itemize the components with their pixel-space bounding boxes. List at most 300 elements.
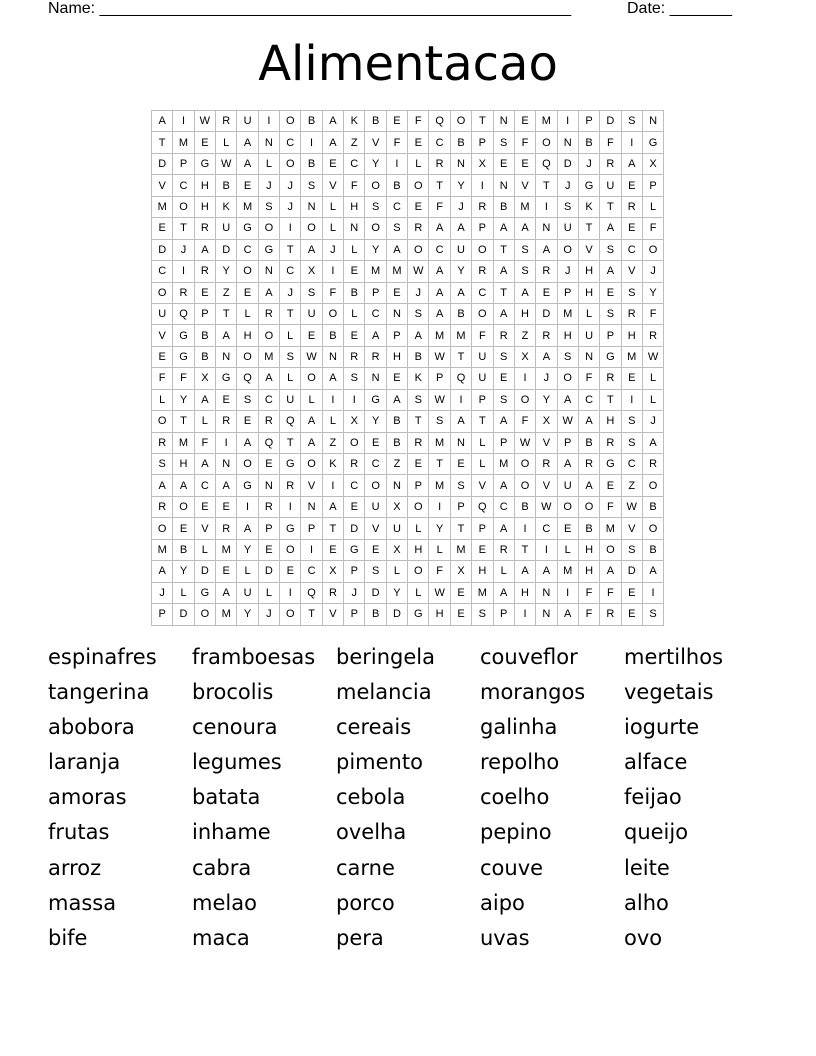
grid-cell[interactable]: S <box>515 261 536 282</box>
grid-cell[interactable]: O <box>451 111 472 132</box>
grid-cell[interactable]: H <box>579 540 600 561</box>
grid-cell[interactable]: I <box>558 111 579 132</box>
grid-cell[interactable]: G <box>216 368 237 389</box>
grid-cell[interactable]: V <box>323 175 344 196</box>
grid-cell[interactable]: T <box>429 454 450 475</box>
grid-cell[interactable]: A <box>152 111 173 132</box>
grid-cell[interactable]: C <box>622 240 643 261</box>
name-field[interactable]: Name: _____________________________________________________ <box>48 0 572 17</box>
grid-cell[interactable]: O <box>408 175 429 196</box>
grid-cell[interactable]: R <box>643 454 664 475</box>
grid-cell[interactable]: O <box>643 475 664 496</box>
grid-cell[interactable]: W <box>536 497 557 518</box>
grid-cell[interactable]: P <box>472 132 493 153</box>
grid-cell[interactable]: N <box>579 347 600 368</box>
grid-cell[interactable]: P <box>365 283 386 304</box>
grid-cell[interactable]: K <box>323 454 344 475</box>
grid-cell[interactable]: N <box>536 583 557 604</box>
grid-cell[interactable]: J <box>643 411 664 432</box>
grid-cell[interactable]: U <box>365 497 386 518</box>
grid-cell[interactable]: U <box>237 111 258 132</box>
grid-cell[interactable]: M <box>515 197 536 218</box>
grid-cell[interactable]: D <box>600 111 621 132</box>
grid-cell[interactable]: R <box>216 111 237 132</box>
grid-cell[interactable]: B <box>643 497 664 518</box>
grid-cell[interactable]: S <box>494 132 515 153</box>
grid-cell[interactable]: L <box>237 561 258 582</box>
grid-cell[interactable]: Z <box>344 132 365 153</box>
grid-cell[interactable]: R <box>472 261 493 282</box>
grid-cell[interactable]: R <box>323 583 344 604</box>
grid-cell[interactable]: U <box>152 304 173 325</box>
grid-cell[interactable]: T <box>600 390 621 411</box>
grid-cell[interactable]: O <box>408 497 429 518</box>
grid-cell[interactable]: C <box>237 240 258 261</box>
grid-cell[interactable]: C <box>429 240 450 261</box>
grid-cell[interactable]: O <box>472 240 493 261</box>
grid-cell[interactable]: M <box>558 561 579 582</box>
grid-cell[interactable]: A <box>365 325 386 346</box>
grid-cell[interactable]: U <box>600 175 621 196</box>
grid-cell[interactable]: Y <box>216 261 237 282</box>
grid-cell[interactable]: L <box>173 583 194 604</box>
grid-cell[interactable]: E <box>451 454 472 475</box>
grid-cell[interactable]: O <box>259 325 280 346</box>
grid-cell[interactable]: W <box>429 390 450 411</box>
grid-cell[interactable]: B <box>173 540 194 561</box>
grid-cell[interactable]: U <box>387 518 408 539</box>
grid-cell[interactable]: H <box>344 197 365 218</box>
grid-cell[interactable]: E <box>536 283 557 304</box>
grid-cell[interactable]: A <box>579 411 600 432</box>
grid-cell[interactable]: I <box>301 540 322 561</box>
grid-cell[interactable]: E <box>237 283 258 304</box>
grid-cell[interactable]: E <box>622 175 643 196</box>
grid-cell[interactable]: R <box>579 454 600 475</box>
grid-cell[interactable]: I <box>259 111 280 132</box>
grid-cell[interactable]: U <box>472 347 493 368</box>
grid-cell[interactable]: D <box>558 154 579 175</box>
grid-cell[interactable]: R <box>344 347 365 368</box>
grid-cell[interactable]: N <box>387 304 408 325</box>
grid-cell[interactable]: Y <box>536 390 557 411</box>
grid-cell[interactable]: G <box>579 175 600 196</box>
grid-cell[interactable]: I <box>323 261 344 282</box>
grid-cell[interactable]: C <box>472 283 493 304</box>
grid-cell[interactable]: O <box>579 497 600 518</box>
grid-cell[interactable]: O <box>301 218 322 239</box>
grid-cell[interactable]: D <box>216 240 237 261</box>
grid-cell[interactable]: O <box>152 283 173 304</box>
grid-cell[interactable]: N <box>365 368 386 389</box>
grid-cell[interactable]: A <box>216 325 237 346</box>
grid-cell[interactable]: F <box>408 111 429 132</box>
grid-cell[interactable]: S <box>408 390 429 411</box>
grid-cell[interactable]: B <box>387 433 408 454</box>
grid-cell[interactable]: P <box>429 368 450 389</box>
grid-cell[interactable]: Y <box>365 411 386 432</box>
grid-cell[interactable]: M <box>365 261 386 282</box>
grid-cell[interactable]: A <box>408 325 429 346</box>
grid-cell[interactable]: B <box>323 325 344 346</box>
grid-cell[interactable]: G <box>280 454 301 475</box>
grid-cell[interactable]: B <box>408 347 429 368</box>
grid-cell[interactable]: R <box>536 261 557 282</box>
grid-cell[interactable]: C <box>152 261 173 282</box>
grid-cell[interactable]: G <box>280 518 301 539</box>
grid-cell[interactable]: V <box>152 325 173 346</box>
grid-cell[interactable]: B <box>579 518 600 539</box>
grid-cell[interactable]: O <box>259 218 280 239</box>
grid-cell[interactable]: F <box>173 368 194 389</box>
grid-cell[interactable]: Z <box>323 433 344 454</box>
grid-cell[interactable]: I <box>280 218 301 239</box>
grid-cell[interactable]: B <box>643 540 664 561</box>
grid-cell[interactable]: E <box>600 283 621 304</box>
grid-cell[interactable]: A <box>237 433 258 454</box>
grid-cell[interactable]: M <box>216 540 237 561</box>
grid-cell[interactable]: S <box>259 197 280 218</box>
grid-cell[interactable]: F <box>643 218 664 239</box>
grid-cell[interactable]: R <box>216 411 237 432</box>
grid-cell[interactable]: A <box>600 261 621 282</box>
grid-cell[interactable]: D <box>152 240 173 261</box>
grid-cell[interactable]: M <box>494 454 515 475</box>
grid-cell[interactable]: A <box>429 261 450 282</box>
grid-cell[interactable]: O <box>195 604 216 625</box>
grid-cell[interactable]: E <box>173 518 194 539</box>
grid-cell[interactable]: T <box>600 197 621 218</box>
grid-cell[interactable]: I <box>515 518 536 539</box>
grid-cell[interactable]: S <box>600 304 621 325</box>
grid-cell[interactable]: R <box>365 347 386 368</box>
grid-cell[interactable]: I <box>451 390 472 411</box>
grid-cell[interactable]: E <box>387 111 408 132</box>
grid-cell[interactable]: E <box>323 540 344 561</box>
grid-cell[interactable]: E <box>515 154 536 175</box>
grid-cell[interactable]: S <box>622 283 643 304</box>
grid-cell[interactable]: L <box>643 390 664 411</box>
grid-cell[interactable]: J <box>323 240 344 261</box>
grid-cell[interactable]: O <box>558 368 579 389</box>
grid-cell[interactable]: A <box>323 111 344 132</box>
grid-cell[interactable]: B <box>301 154 322 175</box>
grid-cell[interactable]: R <box>195 218 216 239</box>
grid-cell[interactable]: C <box>579 390 600 411</box>
grid-cell[interactable]: J <box>280 283 301 304</box>
grid-cell[interactable]: H <box>579 561 600 582</box>
grid-cell[interactable]: O <box>558 240 579 261</box>
grid-cell[interactable]: X <box>344 411 365 432</box>
grid-cell[interactable]: P <box>173 154 194 175</box>
grid-cell[interactable]: R <box>216 518 237 539</box>
grid-cell[interactable]: T <box>173 218 194 239</box>
grid-cell[interactable]: S <box>622 433 643 454</box>
grid-cell[interactable]: O <box>173 197 194 218</box>
grid-cell[interactable]: E <box>259 454 280 475</box>
grid-cell[interactable]: B <box>365 111 386 132</box>
grid-cell[interactable]: A <box>173 475 194 496</box>
grid-cell[interactable]: I <box>280 497 301 518</box>
grid-cell[interactable]: I <box>237 497 258 518</box>
grid-cell[interactable]: B <box>195 347 216 368</box>
grid-cell[interactable]: P <box>344 604 365 625</box>
grid-cell[interactable]: S <box>515 240 536 261</box>
grid-cell[interactable]: S <box>365 197 386 218</box>
grid-cell[interactable]: A <box>579 475 600 496</box>
grid-cell[interactable]: M <box>451 325 472 346</box>
grid-cell[interactable]: D <box>365 583 386 604</box>
grid-cell[interactable]: A <box>643 561 664 582</box>
grid-cell[interactable]: T <box>301 604 322 625</box>
grid-cell[interactable]: A <box>494 304 515 325</box>
grid-cell[interactable]: X <box>195 368 216 389</box>
grid-cell[interactable]: S <box>237 390 258 411</box>
grid-cell[interactable]: F <box>429 561 450 582</box>
grid-cell[interactable]: L <box>643 368 664 389</box>
grid-cell[interactable]: N <box>536 218 557 239</box>
grid-cell[interactable]: E <box>622 604 643 625</box>
grid-cell[interactable]: I <box>344 390 365 411</box>
grid-cell[interactable]: F <box>195 433 216 454</box>
grid-cell[interactable]: A <box>387 240 408 261</box>
grid-cell[interactable]: V <box>365 518 386 539</box>
grid-cell[interactable]: E <box>387 283 408 304</box>
grid-cell[interactable]: S <box>472 604 493 625</box>
grid-cell[interactable]: S <box>429 411 450 432</box>
grid-cell[interactable]: E <box>344 497 365 518</box>
grid-cell[interactable]: I <box>515 604 536 625</box>
grid-cell[interactable]: A <box>429 218 450 239</box>
grid-cell[interactable]: A <box>323 368 344 389</box>
grid-cell[interactable]: F <box>600 583 621 604</box>
grid-cell[interactable]: S <box>622 411 643 432</box>
grid-cell[interactable]: Y <box>451 175 472 196</box>
grid-cell[interactable]: V <box>323 604 344 625</box>
grid-cell[interactable]: A <box>323 132 344 153</box>
grid-cell[interactable]: P <box>494 604 515 625</box>
grid-cell[interactable]: A <box>195 454 216 475</box>
grid-cell[interactable]: R <box>472 197 493 218</box>
grid-cell[interactable]: J <box>259 604 280 625</box>
grid-cell[interactable]: C <box>344 154 365 175</box>
grid-cell[interactable]: Y <box>451 261 472 282</box>
grid-cell[interactable]: M <box>173 433 194 454</box>
grid-cell[interactable]: P <box>152 604 173 625</box>
grid-cell[interactable]: T <box>451 347 472 368</box>
grid-cell[interactable]: X <box>301 261 322 282</box>
grid-cell[interactable]: O <box>237 347 258 368</box>
grid-cell[interactable]: Q <box>301 583 322 604</box>
grid-cell[interactable]: E <box>216 561 237 582</box>
grid-cell[interactable]: A <box>494 583 515 604</box>
grid-cell[interactable]: J <box>451 197 472 218</box>
grid-cell[interactable]: I <box>622 132 643 153</box>
grid-cell[interactable]: H <box>600 411 621 432</box>
grid-cell[interactable]: E <box>451 604 472 625</box>
grid-cell[interactable]: O <box>280 604 301 625</box>
grid-cell[interactable]: E <box>451 583 472 604</box>
grid-cell[interactable]: T <box>494 283 515 304</box>
grid-cell[interactable]: A <box>515 283 536 304</box>
grid-cell[interactable]: I <box>216 433 237 454</box>
grid-cell[interactable]: I <box>558 583 579 604</box>
grid-cell[interactable]: F <box>600 497 621 518</box>
grid-cell[interactable]: T <box>408 411 429 432</box>
grid-cell[interactable]: P <box>579 111 600 132</box>
grid-cell[interactable]: F <box>579 604 600 625</box>
grid-cell[interactable]: A <box>195 390 216 411</box>
grid-cell[interactable]: A <box>237 154 258 175</box>
grid-cell[interactable]: D <box>173 604 194 625</box>
grid-cell[interactable]: E <box>472 540 493 561</box>
grid-cell[interactable]: R <box>494 325 515 346</box>
grid-cell[interactable]: E <box>152 218 173 239</box>
grid-cell[interactable]: V <box>152 175 173 196</box>
grid-cell[interactable]: N <box>259 261 280 282</box>
grid-cell[interactable]: L <box>408 154 429 175</box>
grid-cell[interactable]: F <box>600 132 621 153</box>
grid-cell[interactable]: H <box>579 283 600 304</box>
grid-cell[interactable]: G <box>600 454 621 475</box>
grid-cell[interactable]: I <box>280 583 301 604</box>
grid-cell[interactable]: N <box>494 111 515 132</box>
grid-cell[interactable]: B <box>365 604 386 625</box>
grid-cell[interactable]: X <box>387 540 408 561</box>
grid-cell[interactable]: T <box>472 411 493 432</box>
grid-cell[interactable]: M <box>429 325 450 346</box>
grid-cell[interactable]: O <box>515 475 536 496</box>
grid-cell[interactable]: S <box>600 240 621 261</box>
grid-cell[interactable]: R <box>494 540 515 561</box>
grid-cell[interactable]: U <box>451 240 472 261</box>
grid-cell[interactable]: H <box>558 325 579 346</box>
grid-cell[interactable]: K <box>579 197 600 218</box>
grid-cell[interactable]: N <box>216 454 237 475</box>
grid-cell[interactable]: O <box>365 218 386 239</box>
grid-cell[interactable]: N <box>451 154 472 175</box>
grid-cell[interactable]: O <box>365 175 386 196</box>
grid-cell[interactable]: A <box>429 283 450 304</box>
grid-cell[interactable]: L <box>408 518 429 539</box>
grid-cell[interactable]: V <box>579 240 600 261</box>
grid-cell[interactable]: L <box>152 390 173 411</box>
grid-cell[interactable]: P <box>558 283 579 304</box>
grid-cell[interactable]: U <box>301 304 322 325</box>
grid-cell[interactable]: R <box>259 304 280 325</box>
grid-cell[interactable]: O <box>536 132 557 153</box>
grid-cell[interactable]: C <box>173 175 194 196</box>
grid-cell[interactable]: M <box>472 583 493 604</box>
grid-cell[interactable]: C <box>429 132 450 153</box>
grid-cell[interactable]: G <box>237 475 258 496</box>
grid-cell[interactable]: W <box>515 433 536 454</box>
grid-cell[interactable]: T <box>536 175 557 196</box>
grid-cell[interactable]: B <box>195 325 216 346</box>
grid-cell[interactable]: F <box>323 283 344 304</box>
grid-cell[interactable]: G <box>195 154 216 175</box>
grid-cell[interactable]: I <box>387 154 408 175</box>
grid-cell[interactable]: V <box>195 518 216 539</box>
grid-cell[interactable]: C <box>280 132 301 153</box>
grid-cell[interactable]: C <box>344 475 365 496</box>
grid-cell[interactable]: L <box>344 240 365 261</box>
grid-cell[interactable]: A <box>259 368 280 389</box>
grid-cell[interactable]: M <box>622 347 643 368</box>
grid-cell[interactable]: E <box>237 175 258 196</box>
grid-cell[interactable]: L <box>301 390 322 411</box>
grid-cell[interactable]: X <box>451 561 472 582</box>
grid-cell[interactable]: N <box>216 347 237 368</box>
grid-cell[interactable]: M <box>173 132 194 153</box>
grid-cell[interactable]: A <box>536 240 557 261</box>
grid-cell[interactable]: M <box>558 304 579 325</box>
grid-cell[interactable]: L <box>408 583 429 604</box>
grid-cell[interactable]: X <box>515 347 536 368</box>
grid-cell[interactable]: A <box>237 518 258 539</box>
grid-cell[interactable]: A <box>643 433 664 454</box>
grid-cell[interactable]: L <box>387 561 408 582</box>
grid-cell[interactable]: A <box>515 218 536 239</box>
grid-cell[interactable]: Q <box>259 433 280 454</box>
grid-cell[interactable]: H <box>579 261 600 282</box>
grid-cell[interactable]: W <box>429 347 450 368</box>
grid-cell[interactable]: L <box>280 325 301 346</box>
grid-cell[interactable]: C <box>195 475 216 496</box>
grid-cell[interactable]: O <box>152 518 173 539</box>
grid-cell[interactable]: A <box>301 240 322 261</box>
grid-cell[interactable]: Z <box>387 454 408 475</box>
grid-cell[interactable]: F <box>152 368 173 389</box>
grid-cell[interactable]: M <box>237 197 258 218</box>
grid-cell[interactable]: Y <box>237 540 258 561</box>
grid-cell[interactable]: A <box>237 132 258 153</box>
grid-cell[interactable]: S <box>643 604 664 625</box>
grid-cell[interactable]: L <box>472 433 493 454</box>
grid-cell[interactable]: T <box>280 304 301 325</box>
grid-cell[interactable]: E <box>622 368 643 389</box>
grid-cell[interactable]: E <box>408 132 429 153</box>
grid-cell[interactable]: O <box>152 411 173 432</box>
grid-cell[interactable]: S <box>558 197 579 218</box>
grid-cell[interactable]: O <box>280 111 301 132</box>
grid-cell[interactable]: H <box>173 454 194 475</box>
grid-cell[interactable]: J <box>643 261 664 282</box>
grid-cell[interactable]: S <box>558 347 579 368</box>
grid-cell[interactable]: T <box>579 218 600 239</box>
grid-cell[interactable]: L <box>643 197 664 218</box>
grid-cell[interactable]: A <box>600 218 621 239</box>
grid-cell[interactable]: Z <box>622 475 643 496</box>
grid-cell[interactable]: L <box>237 304 258 325</box>
grid-cell[interactable]: L <box>259 154 280 175</box>
grid-cell[interactable]: R <box>344 454 365 475</box>
grid-cell[interactable]: E <box>408 197 429 218</box>
grid-cell[interactable]: E <box>344 325 365 346</box>
grid-cell[interactable]: T <box>323 518 344 539</box>
grid-cell[interactable]: N <box>536 604 557 625</box>
grid-cell[interactable]: S <box>365 561 386 582</box>
grid-cell[interactable]: M <box>152 540 173 561</box>
grid-cell[interactable]: R <box>600 433 621 454</box>
grid-cell[interactable]: S <box>301 283 322 304</box>
grid-cell[interactable]: Y <box>365 240 386 261</box>
grid-cell[interactable]: Y <box>387 583 408 604</box>
grid-cell[interactable]: A <box>494 475 515 496</box>
grid-cell[interactable]: J <box>344 583 365 604</box>
grid-cell[interactable]: D <box>152 154 173 175</box>
grid-cell[interactable]: S <box>622 111 643 132</box>
